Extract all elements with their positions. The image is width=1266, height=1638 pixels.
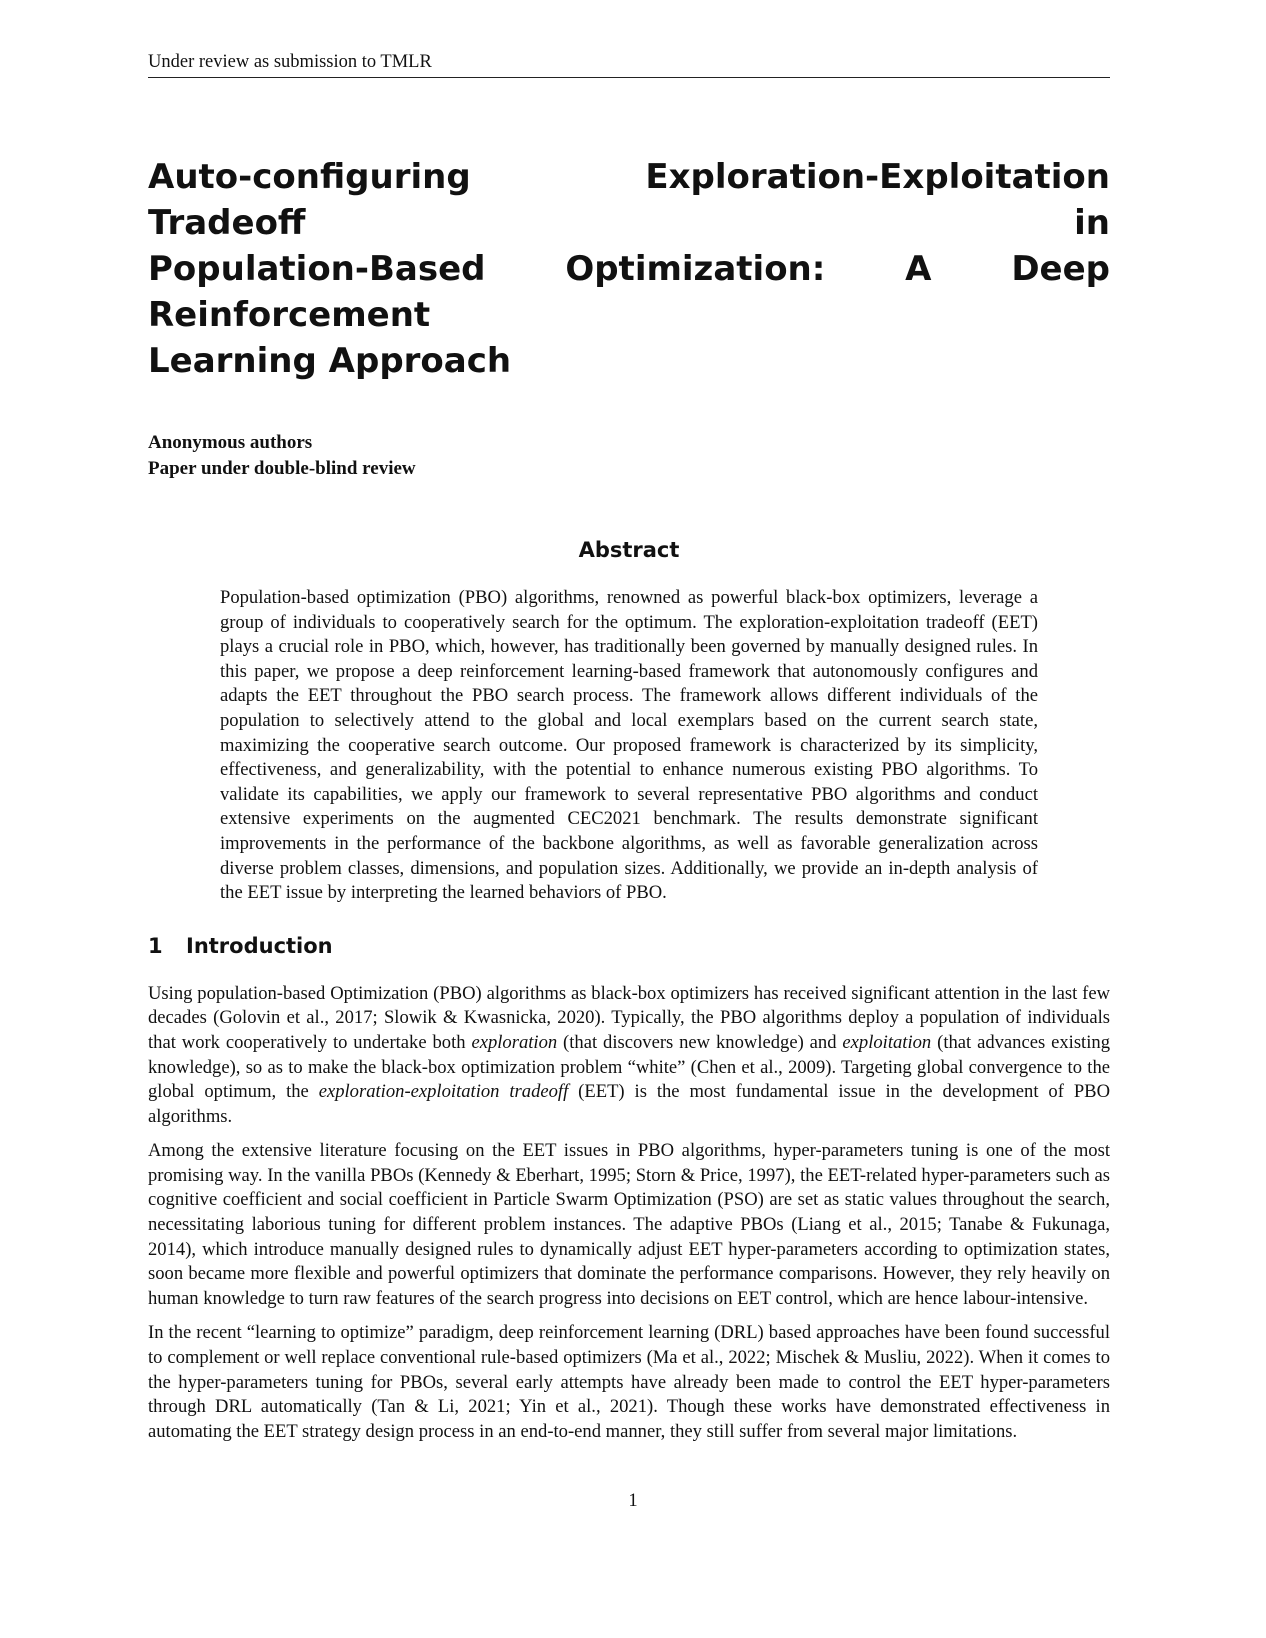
intro-paragraph-3: In the recent “learning to optimize” paradigm, deep reinforcement learning (DRL) based approaches have been found successful to complement or well replace conventional rule-based optimizers (Ma et al., 2022; Mischek & Musliu, 2022). When it comes to the hyper-parameters tuning for PBOs, several early attempts have already been made to control the EET hyper-parameters through DRL automatically (Tan & Li, 2021; Yin et al., 2021). Though these works have demonstrated effectiveness in automating the EET strategy design process in an end-to-end manner, they still suffer from several major limitations. — [148, 1322, 1110, 1442]
title-line-1: Auto-configuring Exploration-Exploitation Tradeoff in — [148, 157, 1110, 243]
author-names: Anonymous authors — [148, 432, 313, 453]
p1-text-e: (that advances existing knowledge), so as to make the black-box optimization problem “white” (Chen et al., 2009). Targeting global convergence to the global optimum, the — [148, 1031, 1110, 1103]
p1-text-g: (EET) is the most fundamental issue in the development of PBO algorithms. — [148, 1081, 1110, 1127]
paper-title — [148, 154, 1110, 384]
abstract-heading: Abstract — [578, 538, 680, 562]
section-heading-introduction — [148, 934, 1110, 958]
p1-em-eet: exploration-exploitation tradeoff — [318, 1081, 569, 1103]
author-block — [148, 430, 1110, 482]
title-line-2: Population-Based Optimization: A Deep Reinforcement — [148, 249, 1110, 335]
section-title: Introduction — [186, 933, 333, 958]
section-number: 1 — [148, 933, 163, 958]
page-number: 1 — [628, 1490, 638, 1511]
p1-text-c: (that discovers new knowledge) and — [557, 1031, 843, 1053]
running-head: Under review as submission to TMLR — [148, 52, 1110, 78]
review-note: Paper under double-blind review — [148, 458, 416, 479]
abstract-text: Population-based optimization (PBO) algorithms, renowned as powerful black-box optimizers, leverage a group of individuals to cooperatively search for the optimum. The exploration-exploitation tradeoff (EET) plays a crucial role in PBO, which, however, has traditionally been governed by manually designed rules. In this paper, we propose a deep reinforcement learning-based framework that autonomously configures and adapts the EET throughout the PBO search process. The framework allows different individuals of the population to selectively attend to the global and local exemplars based on the current search state, maximizing the cooperative search outcome. Our proposed framework is characterized by its simplicity, effectiveness, and generalizability, with the potential to enhance numerous existing PBO algorithms. To validate its capabilities, we apply our framework to several representative PBO algorithms and conduct extensive experiments on the augmented CEC2021 benchmark. The results demonstrate significant improvements in the performance of the backbone algorithms, as well as favorable generalization across diverse problem classes, dimensions, and population sizes. Additionally, we provide an in-depth analysis of the EET issue by interpreting the learned behaviors of PBO. — [220, 587, 1038, 904]
p1-em-exploitation: exploitation — [842, 1031, 932, 1053]
p1-text-a: Using population-based Optimization (PBO) algorithms as black-box optimizers has received significant attention in the last few decades (Golovin et al., 2017; Slowik & Kwasnicka, 2020). Typically, the PBO algorithms deploy a population of individuals that work cooperatively to undertake both — [148, 982, 1110, 1053]
intro-paragraph-1 — [148, 982, 1110, 1130]
p1-em-exploration: exploration — [471, 1031, 558, 1053]
intro-paragraph-2: Among the extensive literature focusing on the EET issues in PBO algorithms, hyper-parameters tuning is one of the most promising way. In the vanilla PBOs (Kennedy & Eberhart, 1995; Storn & Price, 1997), the EET-related hyper-parameters such as cognitive coefficient and social coefficient in Particle Swarm Optimization (PSO) are set as static values throughout the search, necessitating laborious tuning for different problem instances. The adaptive PBOs (Liang et al., 2015; Tanabe & Fukunaga, 2014), which introduce manually designed rules to dynamically adjust EET hyper-parameters according to optimization states, soon became more flexible and powerful optimizers that dominate the performance comparisons. However, they rely heavily on human knowledge to turn raw features of the search progress into decisions on EET control, which are hence labour-intensive. — [148, 1140, 1110, 1309]
paper-page — [148, 52, 1110, 1444]
title-line-3: Learning Approach — [148, 341, 512, 381]
